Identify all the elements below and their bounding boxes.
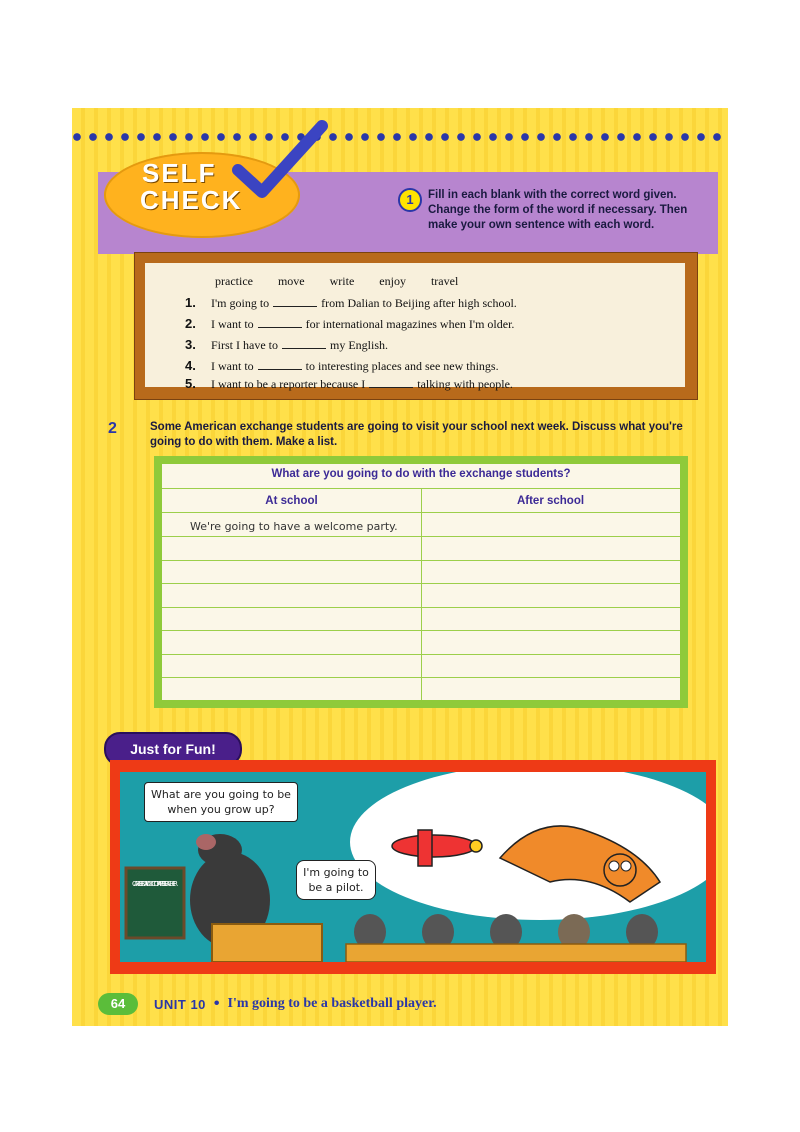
word-bank-item: enjoy [379, 274, 406, 288]
textbook-page [72, 108, 728, 1026]
page-footer [98, 992, 437, 1016]
word-bank-item: write [329, 274, 355, 288]
answer-blank[interactable] [258, 319, 302, 328]
column-header-at-school: At school [265, 495, 318, 507]
sentence-5: 5. I want to be a reporter because I talking with people. [185, 376, 513, 391]
unit-label: UNIT 10 [154, 996, 206, 1012]
thought-bubble-student: I'm going to be a pilot. [296, 860, 376, 900]
title-line-1: SELF [142, 158, 217, 188]
word-bank-item: travel [430, 274, 459, 288]
example-answer: We're going to have a welcome party. [190, 520, 398, 533]
self-check-title [142, 160, 242, 214]
column-header-after-school: After school [516, 495, 585, 507]
exercise-2-number: 2 [108, 420, 117, 437]
word-bank [215, 274, 480, 289]
checkmark-icon [232, 120, 328, 210]
exercise-2-instructions: Some American exchange students are going to visit your school next week. Discuss what you're going to do with them. Make a list. [150, 421, 683, 448]
exercise-1-instructions: Fill in each blank with the correct word given. Change the form of the word if necessary. Then make your own sentence with each word. [428, 189, 688, 231]
student-mice [346, 914, 686, 962]
chalkboard-text: CAREER DAY DOCTOR ARTIST TEACHER [132, 880, 178, 888]
page-number: 64 [98, 993, 138, 1015]
exercise-1-box [134, 252, 698, 400]
cartoon-panel [110, 760, 716, 974]
bullet-separator: • [213, 995, 220, 1012]
speech-bubble-teacher: What are you going to be when you grow up? [144, 782, 298, 822]
exercise-2-table [154, 456, 688, 708]
answer-blank[interactable] [369, 379, 413, 388]
sentence-2: 2. I want to for international magazines when I'm older. [185, 316, 515, 331]
answer-blank[interactable] [273, 298, 317, 307]
chalkboard [126, 868, 184, 938]
exercise-1-number: 1 [398, 188, 422, 212]
sentence-1: 1. I'm going to from Dalian to Beijing after high school. [185, 295, 517, 310]
sentence-3: 3. First I have to my English. [185, 337, 389, 352]
just-for-fun-label: Just for Fun! [104, 732, 242, 766]
answer-blank[interactable] [282, 340, 326, 349]
teacher-desk [212, 924, 322, 962]
dotted-border [72, 132, 728, 142]
title-line-2: CHECK [140, 185, 243, 215]
word-bank-item: practice [215, 274, 253, 288]
sentence-4: 4. I want to to interesting places and see new things. [185, 358, 499, 373]
table-title: What are you going to do with the exchange students? [271, 468, 571, 480]
answer-blank[interactable] [258, 361, 302, 370]
word-bank-item: move [277, 274, 305, 288]
unit-title: I'm going to be a basketball player. [227, 996, 437, 1011]
